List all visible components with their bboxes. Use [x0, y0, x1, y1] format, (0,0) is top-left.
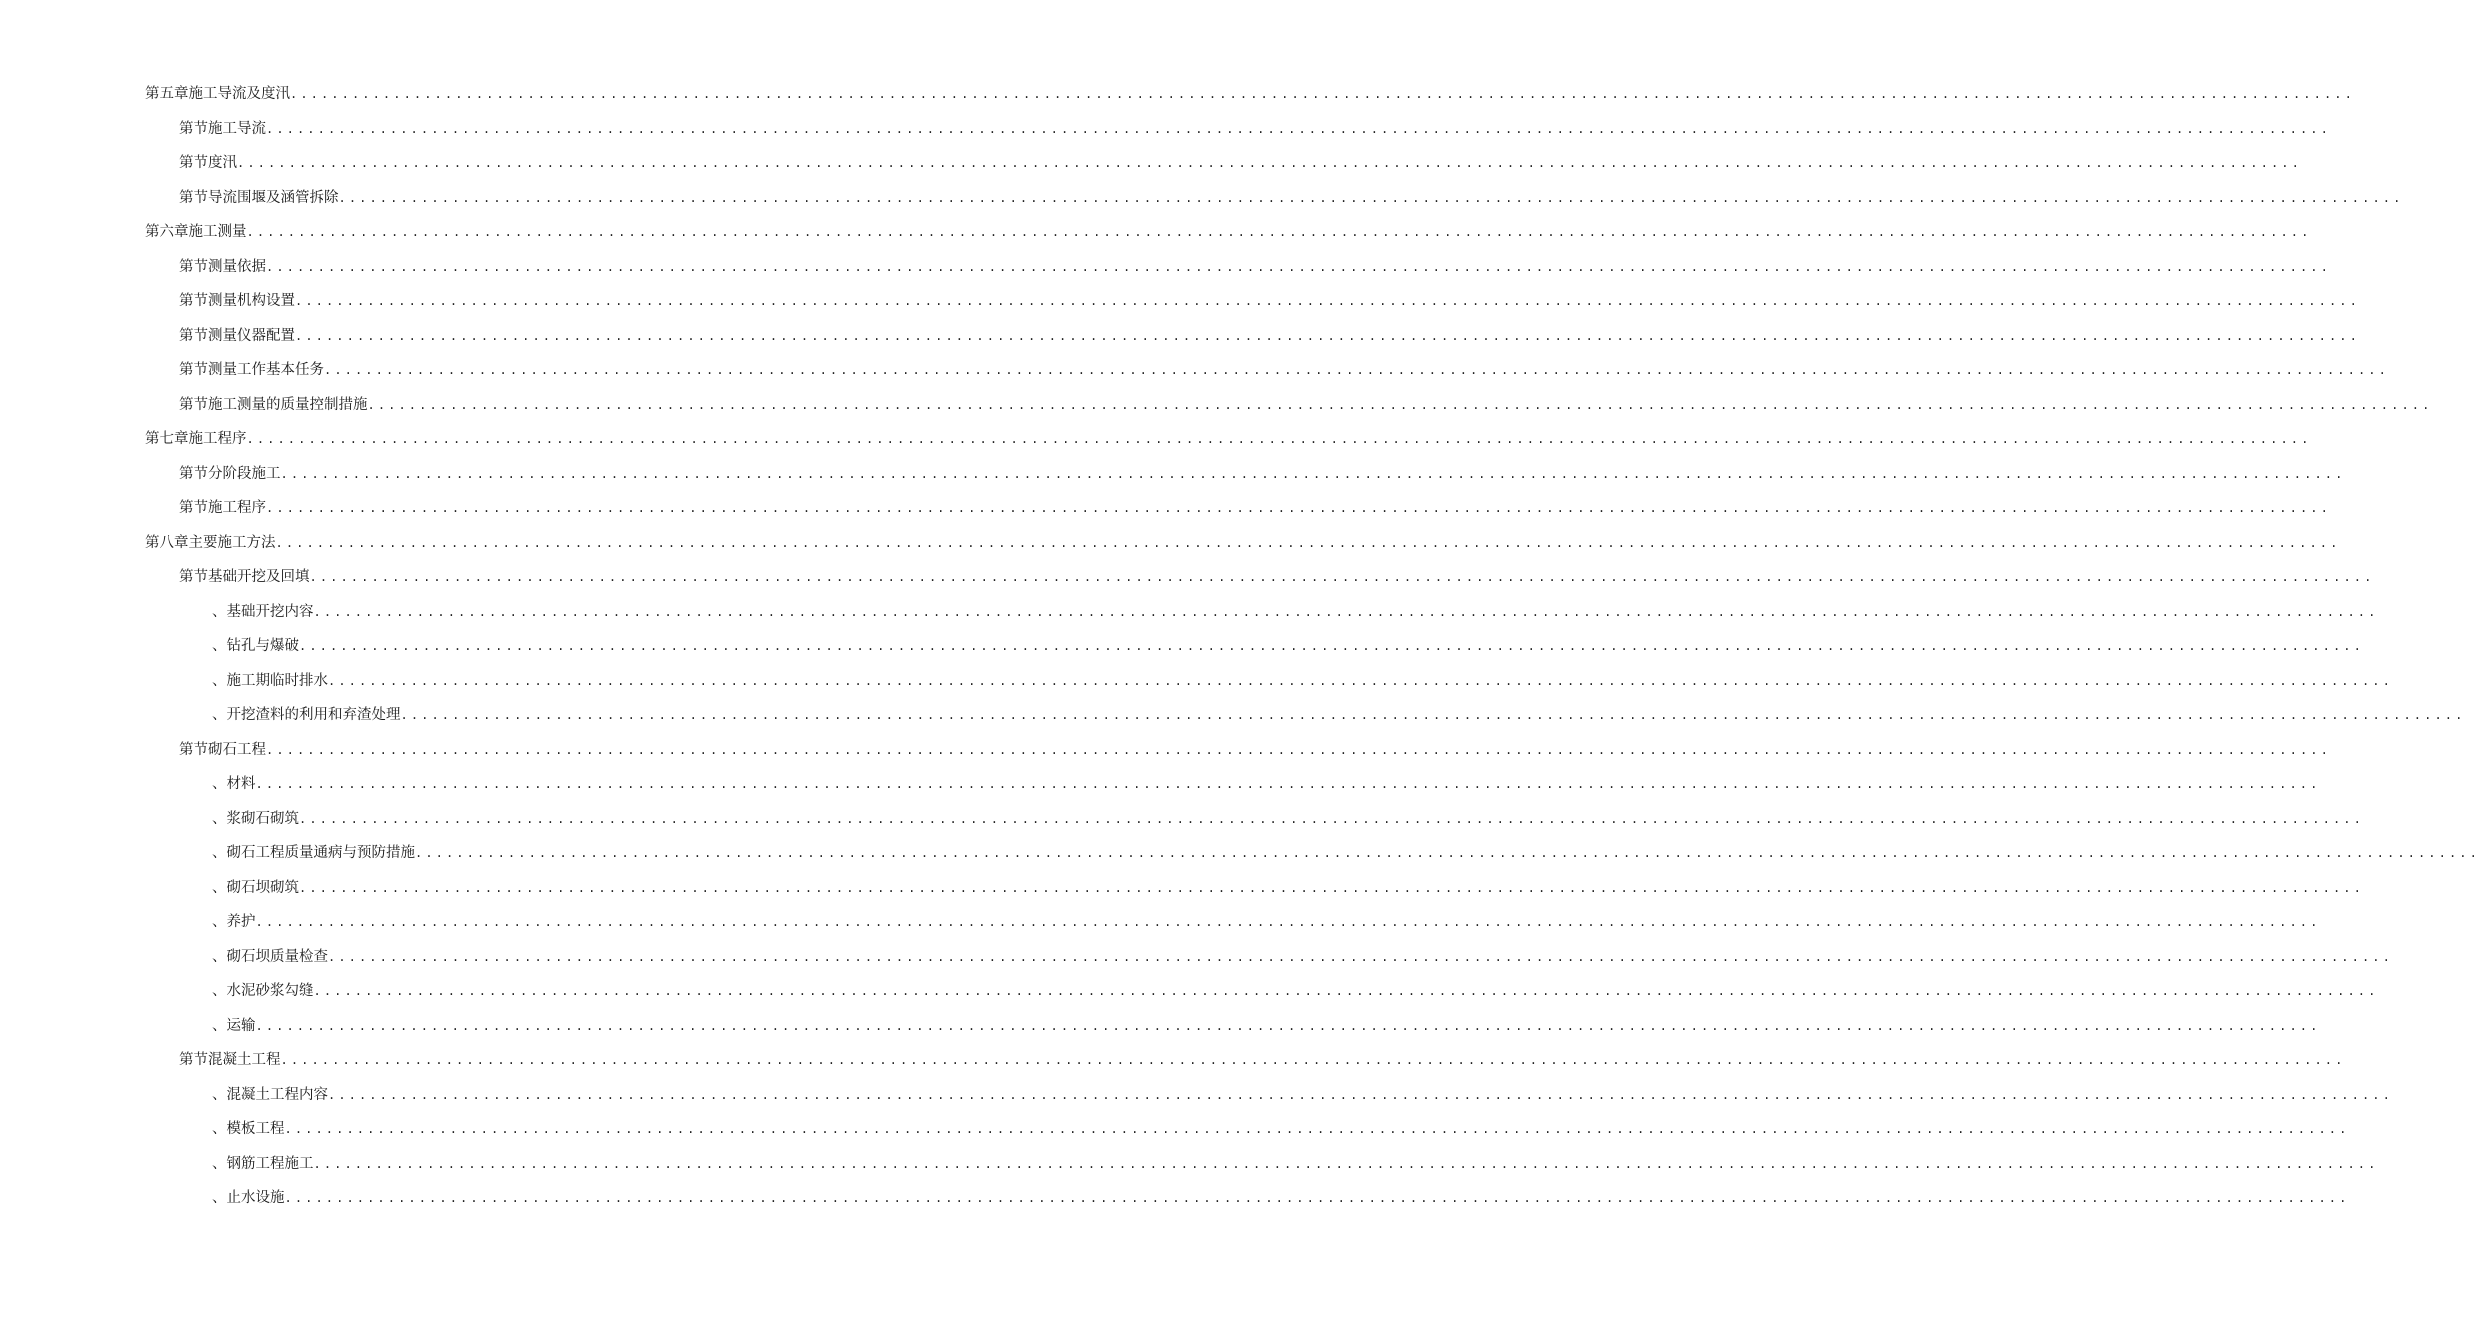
- dot-leader: ........................................................................................................................................................................................................: [290, 87, 2355, 102]
- toc-entry-title: 测量机构设置: [208, 293, 295, 310]
- toc-entry-number: 第节: [179, 327, 208, 344]
- toc-subsection-entry[interactable]: [0, 767, 2321, 802]
- toc-entry-number: 第节: [179, 465, 208, 482]
- toc-section-entry[interactable]: [0, 1043, 2346, 1078]
- toc-entry-number: 第节: [179, 741, 208, 758]
- dot-leader: ........................................................................................................................................................................................................: [367, 397, 2433, 412]
- dot-leader: ........................................................................................................................................................................................................: [284, 1191, 2350, 1206]
- dot-leader: ........................................................................................................................................................................................................: [309, 570, 2375, 585]
- dot-leader: ........................................................................................................................................................................................................: [295, 294, 2360, 309]
- toc-subsection-entry[interactable]: [0, 1147, 2379, 1182]
- toc-entry-number: 第节: [179, 500, 208, 517]
- toc-entry-title: 钻孔与爆破: [226, 638, 299, 655]
- toc-entry-number: 、: [212, 1121, 227, 1138]
- dot-leader: ........................................................................................................................................................................................................: [313, 604, 2379, 619]
- toc-subsection-entry[interactable]: [0, 1112, 2350, 1147]
- toc-entry-title: 砌石工程: [208, 741, 266, 758]
- dot-leader: ........................................................................................................................................................................................................: [299, 811, 2364, 826]
- toc-entry-number: 第节: [179, 569, 208, 586]
- dot-leader: ........................................................................................................................................................................................................: [299, 639, 2364, 654]
- toc-entry-title: 运输: [226, 1017, 256, 1034]
- toc-entry-number: 、: [212, 1086, 227, 1103]
- table-of-contents: [0, 77, 2480, 1216]
- toc-entry-number: 第八章: [145, 534, 189, 551]
- toc-entry-title: 测量依据: [208, 258, 266, 275]
- dot-leader: ........................................................................................................................................................................................................: [266, 501, 2331, 516]
- toc-entry-number: 、: [212, 1017, 227, 1034]
- toc-entry-title: 钢筋工程施工: [226, 1155, 314, 1172]
- dot-leader: ........................................................................................................................................................................................................: [400, 708, 2466, 723]
- toc-entry-title: 砌石工程质量通病与预防措施: [226, 845, 415, 862]
- toc-entry-title: 施工测量的质量控制措施: [208, 396, 368, 413]
- dot-leader: ........................................................................................................................................................................................................: [246, 225, 2312, 240]
- toc-section-entry[interactable]: [0, 733, 2331, 768]
- toc-entry-title: 导流围堰及涵管拆除: [208, 189, 339, 206]
- toc-subsection-entry[interactable]: [0, 1078, 2393, 1113]
- toc-entry-number: 第节: [179, 1052, 208, 1069]
- toc-entry-number: 第六章: [145, 224, 189, 241]
- dot-leader: ........................................................................................................................................................................................................: [280, 1053, 2346, 1068]
- toc-section-entry[interactable]: [0, 250, 2331, 285]
- dot-leader: ........................................................................................................................................................................................................: [237, 156, 2302, 171]
- toc-entry-title: 水泥砂浆勾缝: [226, 983, 314, 1000]
- toc-entry-title: 基础开挖内容: [226, 603, 314, 620]
- toc-entry-number: 、: [212, 603, 227, 620]
- toc-entry-number: 第节: [179, 362, 208, 379]
- toc-entry-title: 模板工程: [226, 1121, 285, 1138]
- toc-chapter-entry[interactable]: [0, 215, 2312, 250]
- toc-entry-number: 第节: [179, 396, 208, 413]
- toc-entry-number: 、: [212, 638, 227, 655]
- dot-leader: ........................................................................................................................................................................................................: [255, 915, 2321, 930]
- toc-entry-number: 、: [212, 810, 227, 827]
- dot-leader: ........................................................................................................................................................................................................: [284, 1122, 2350, 1137]
- toc-entry-title: 浆砌石砌筑: [226, 810, 299, 827]
- toc-subsection-entry[interactable]: [0, 1009, 2321, 1044]
- toc-subsection-entry[interactable]: [0, 940, 2393, 975]
- dot-leader: ........................................................................................................................................................................................................: [328, 1087, 2393, 1102]
- toc-entry-title: 砌石坝质量检查: [226, 948, 328, 965]
- toc-entry-title: 施工期临时排水: [226, 672, 328, 689]
- dot-leader: ........................................................................................................................................................................................................: [328, 673, 2393, 688]
- toc-subsection-entry[interactable]: [0, 595, 2379, 630]
- toc-entry-title: 施工测量: [188, 224, 247, 241]
- dot-leader: ........................................................................................................................................................................................................: [299, 880, 2364, 895]
- toc-entry-number: 第节: [179, 120, 208, 137]
- toc-section-entry[interactable]: [0, 353, 2389, 388]
- toc-entry-title: 分阶段施工: [208, 465, 281, 482]
- dot-leader: ........................................................................................................................................................................................................: [266, 121, 2331, 136]
- toc-subsection-entry[interactable]: [0, 974, 2379, 1009]
- toc-section-entry[interactable]: [0, 146, 2302, 181]
- toc-entry-number: 第节: [179, 293, 208, 310]
- toc-subsection-entry[interactable]: [0, 871, 2364, 906]
- toc-section-entry[interactable]: [0, 457, 2346, 492]
- dot-leader: ........................................................................................................................................................................................................: [295, 328, 2360, 343]
- dot-leader: ........................................................................................................................................................................................................: [280, 466, 2346, 481]
- toc-entry-title: 养护: [226, 914, 256, 931]
- toc-subsection-entry[interactable]: [0, 629, 2364, 664]
- dot-leader: ........................................................................................................................................................................................................: [324, 363, 2389, 378]
- toc-subsection-entry[interactable]: [0, 664, 2393, 699]
- toc-entry-title: 施工导流及度汛: [188, 86, 290, 103]
- dot-leader: ........................................................................................................................................................................................................: [246, 432, 2312, 447]
- toc-chapter-entry[interactable]: [0, 422, 2312, 457]
- toc-entry-number: 、: [212, 707, 227, 724]
- dot-leader: ........................................................................................................................................................................................................: [255, 1018, 2321, 1033]
- toc-subsection-entry[interactable]: [0, 698, 2466, 733]
- toc-subsection-entry[interactable]: [0, 905, 2321, 940]
- dot-leader: ........................................................................................................................................................................................................: [255, 777, 2321, 792]
- toc-subsection-entry[interactable]: [0, 802, 2364, 837]
- toc-entry-number: 、: [212, 948, 227, 965]
- toc-entry-title: 测量工作基本任务: [208, 362, 324, 379]
- toc-entry-number: 、: [212, 1155, 227, 1172]
- toc-entry-number: 、: [212, 845, 227, 862]
- dot-leader: ........................................................................................................................................................................................................: [328, 949, 2393, 964]
- toc-entry-title: 度汛: [208, 155, 237, 172]
- toc-entry-number: 、: [212, 983, 227, 1000]
- toc-entry-title: 混凝土工程: [208, 1052, 281, 1069]
- dot-leader: ........................................................................................................................................................................................................: [313, 984, 2379, 999]
- toc-entry-title: 施工程序: [208, 500, 266, 517]
- dot-leader: ........................................................................................................................................................................................................: [415, 846, 2480, 861]
- toc-entry-number: 第七章: [145, 431, 189, 448]
- toc-subsection-entry[interactable]: [0, 836, 2480, 871]
- toc-entry-number: 第节: [179, 155, 208, 172]
- toc-chapter-entry[interactable]: [0, 526, 2341, 561]
- toc-section-entry[interactable]: [0, 560, 2375, 595]
- toc-section-entry[interactable]: [0, 284, 2360, 319]
- toc-entry-number: 、: [212, 776, 227, 793]
- toc-entry-number: 第节: [179, 189, 208, 206]
- toc-section-entry[interactable]: [0, 181, 2404, 216]
- dot-leader: ........................................................................................................................................................................................................: [338, 190, 2404, 205]
- toc-entry-title: 施工导流: [208, 120, 266, 137]
- dot-leader: ........................................................................................................................................................................................................: [313, 1156, 2379, 1171]
- toc-entry-number: 第五章: [145, 86, 189, 103]
- toc-section-entry[interactable]: [0, 112, 2331, 147]
- toc-section-entry[interactable]: [0, 491, 2331, 526]
- toc-entry-title: 材料: [226, 776, 256, 793]
- toc-entry-number: 、: [212, 879, 227, 896]
- toc-entry-title: 砌石坝砌筑: [226, 879, 299, 896]
- toc-entry-title: 施工程序: [188, 431, 247, 448]
- dot-leader: ........................................................................................................................................................................................................: [275, 535, 2341, 550]
- toc-entry-number: 第节: [179, 258, 208, 275]
- toc-entry-title: 开挖渣料的利用和弃渣处理: [226, 707, 401, 724]
- toc-section-entry[interactable]: [0, 319, 2360, 354]
- toc-subsection-entry[interactable]: [0, 1181, 2350, 1216]
- toc-entry-number: 、: [212, 914, 227, 931]
- toc-entry-title: 止水设施: [226, 1190, 285, 1207]
- dot-leader: ........................................................................................................................................................................................................: [266, 259, 2331, 274]
- toc-entry-title: 主要施工方法: [188, 534, 276, 551]
- toc-chapter-entry[interactable]: [0, 77, 2355, 112]
- toc-entry-number: 、: [212, 672, 227, 689]
- dot-leader: ........................................................................................................................................................................................................: [266, 742, 2331, 757]
- toc-entry-title: 混凝土工程内容: [226, 1086, 328, 1103]
- toc-entry-title: 基础开挖及回填: [208, 569, 310, 586]
- toc-section-entry[interactable]: [0, 388, 2433, 423]
- toc-entry-number: 、: [212, 1190, 227, 1207]
- toc-entry-title: 测量仪器配置: [208, 327, 295, 344]
